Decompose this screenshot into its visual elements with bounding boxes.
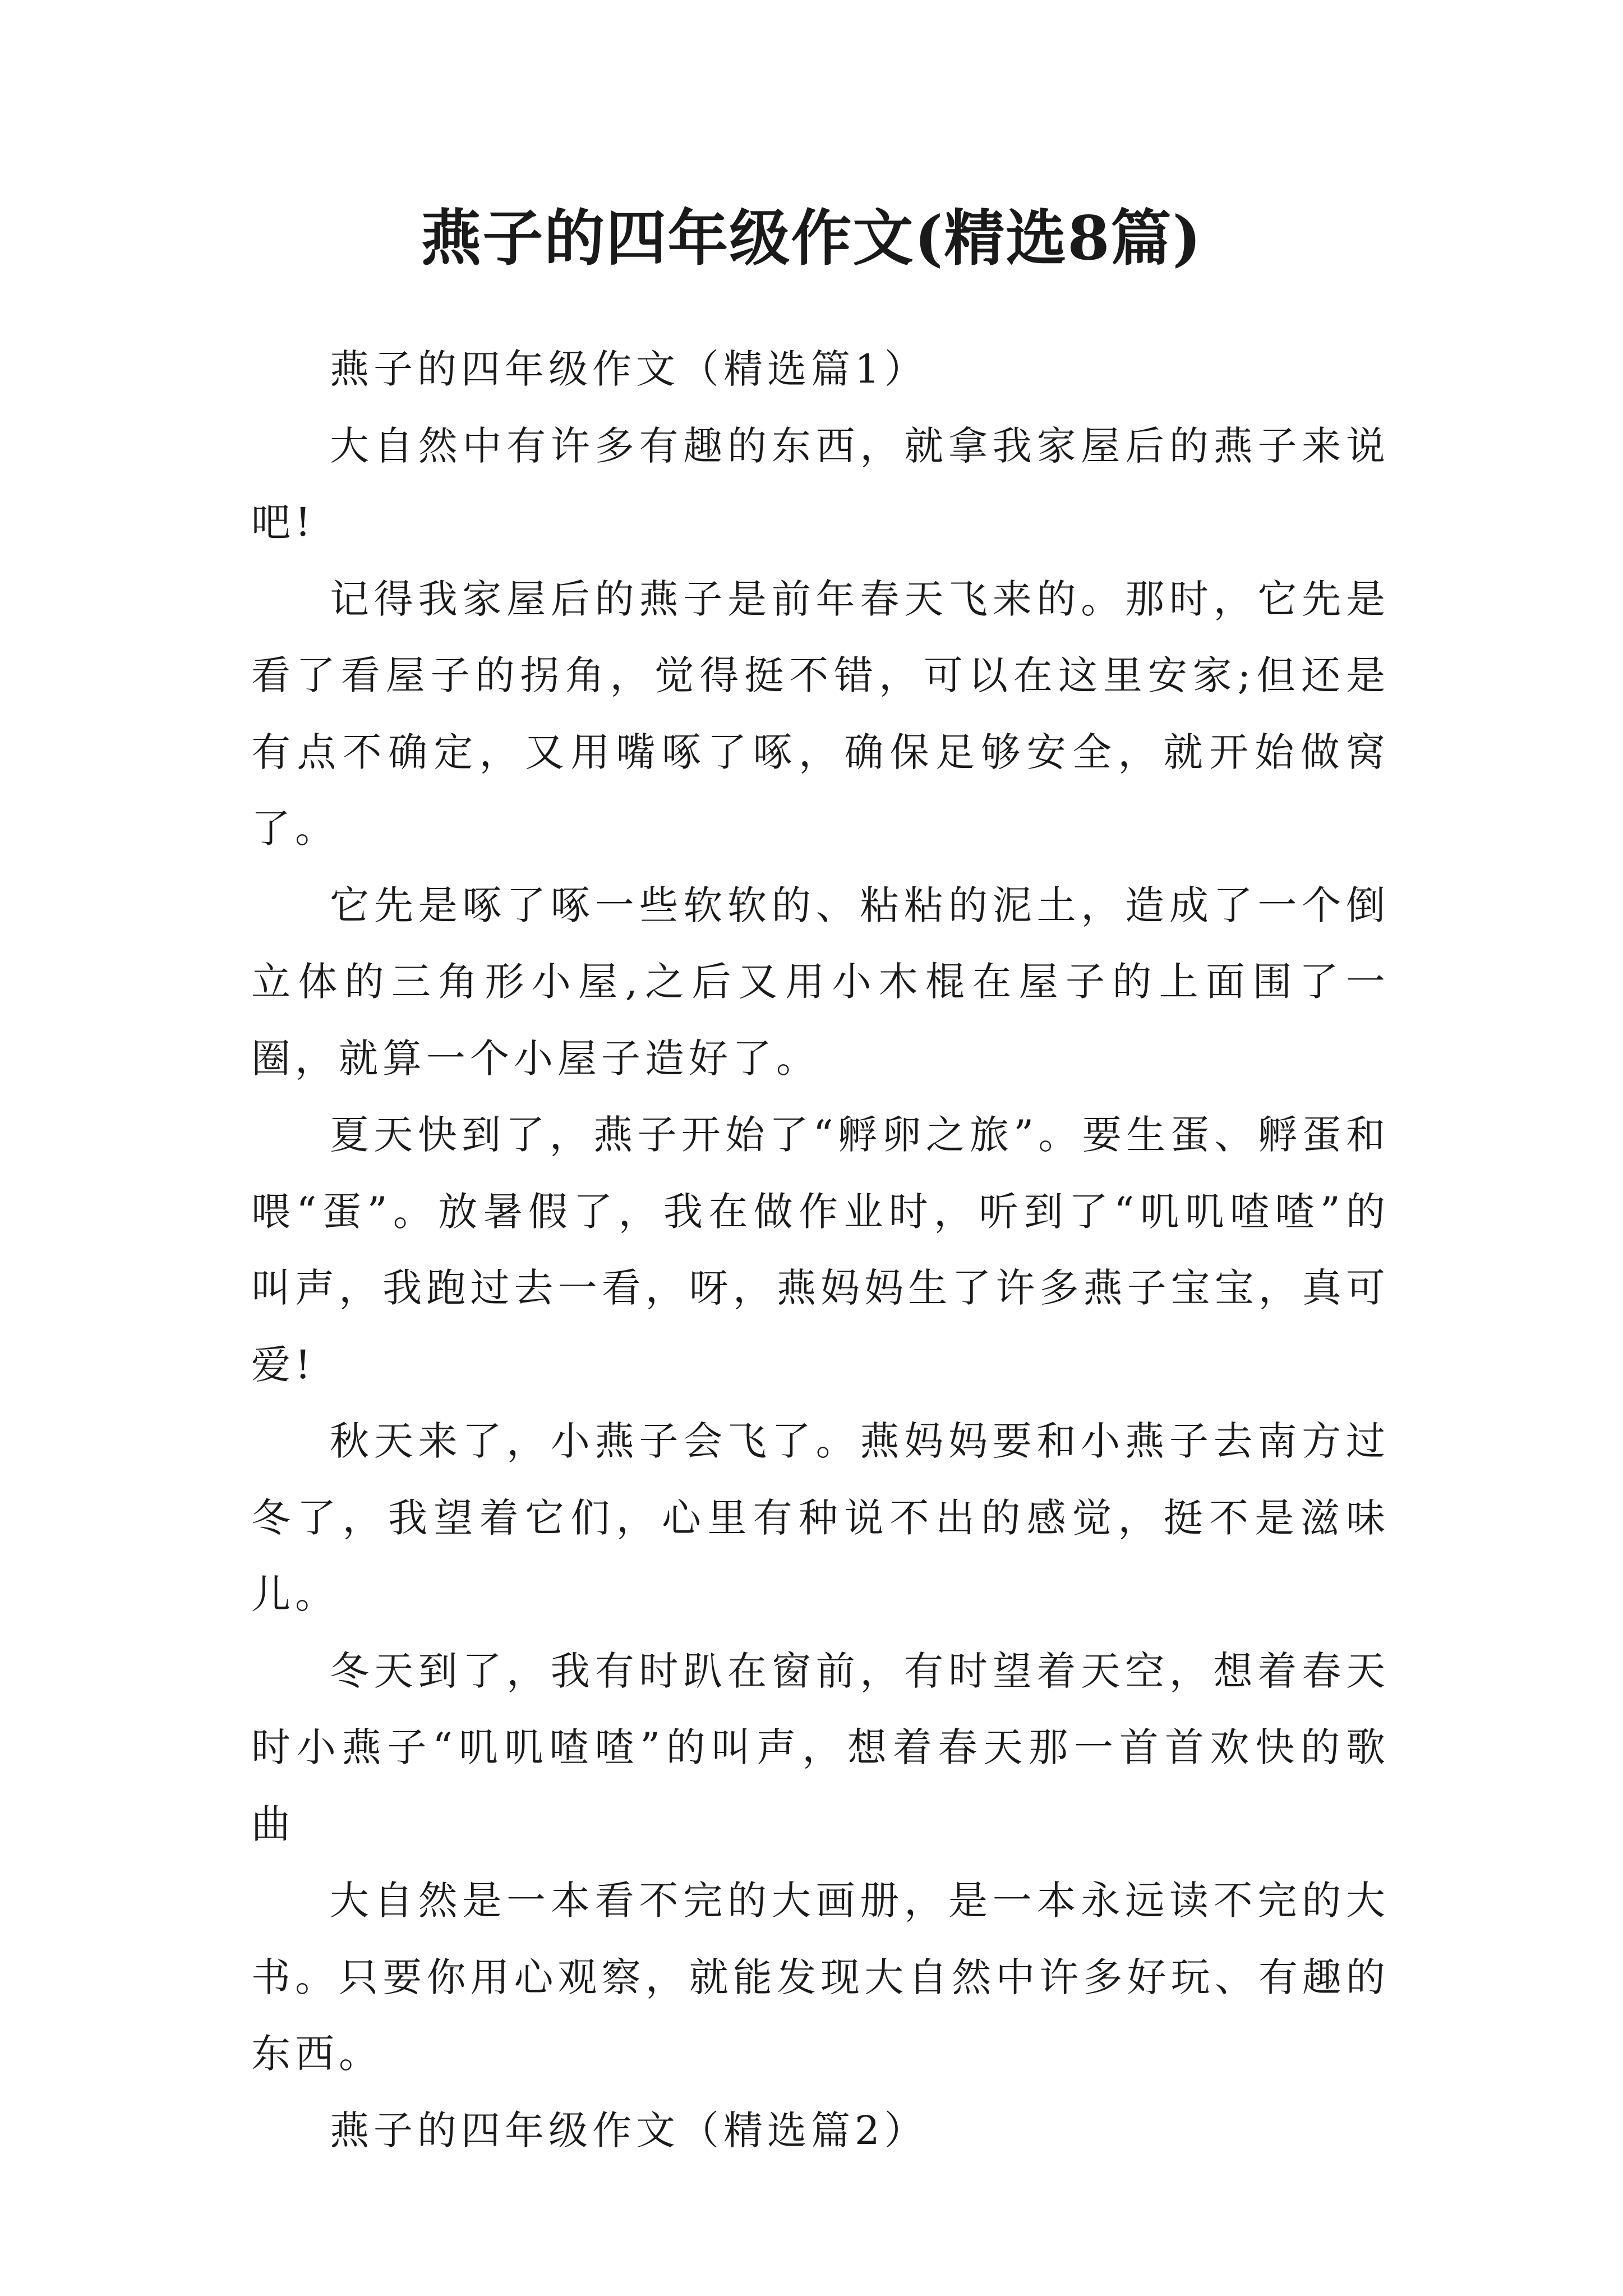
document-body: [251, 331, 1390, 2169]
section-heading-2: 燕子的四年级作文（精选篇2）: [330, 2107, 928, 2154]
paragraph: 秋天来了，小燕子会飞了。燕妈妈要和小燕子去南方过冬了，我望着它们，心里有种说不出的感觉，挺不是滋味儿。: [251, 1418, 1390, 1617]
paragraph: 记得我家屋后的燕子是前年春天飞来的。那时，它先是看了看屋子的拐角，觉得挺不错，可以在这里安家;但还是有点不确定，又用嘴啄了啄，确保足够安全，就开始做窝了。: [251, 576, 1390, 852]
section-heading-1: 燕子的四年级作文（精选篇1）: [330, 346, 928, 392]
paragraph: 大自然是一本看不完的大画册，是一本永远读不完的大书。只要你用心观察，就能发现大自然中许多好玩、有趣的东西。: [251, 1878, 1390, 2077]
paragraph: 大自然中有许多有趣的东西，就拿我家屋后的燕子来说吧!: [251, 422, 1390, 545]
document-title: 燕子的四年级作文(精选8篇): [421, 203, 1202, 274]
paragraph: 它先是啄了啄一些软软的、粘粘的泥土，造成了一个倒立体的三角形小屋,之后又用小木棍在屋子的上面围了一圈，就算一个小屋子造好了。: [251, 882, 1390, 1082]
paragraph: 夏天快到了，燕子开始了“孵卵之旅”。要生蛋、孵蛋和喂“蛋”。放暑假了，我在做作业时，听到了“叽叽喳喳”的叫声，我跑过去一看，呀，燕妈妈生了许多燕子宝宝，真可爱!: [251, 1112, 1390, 1388]
paragraph: 冬天到了，我有时趴在窗前，有时望着天空，想着春天时小燕子“叽叽喳喳”的叫声，想着春天那一首首欢快的歌曲: [251, 1648, 1390, 1847]
